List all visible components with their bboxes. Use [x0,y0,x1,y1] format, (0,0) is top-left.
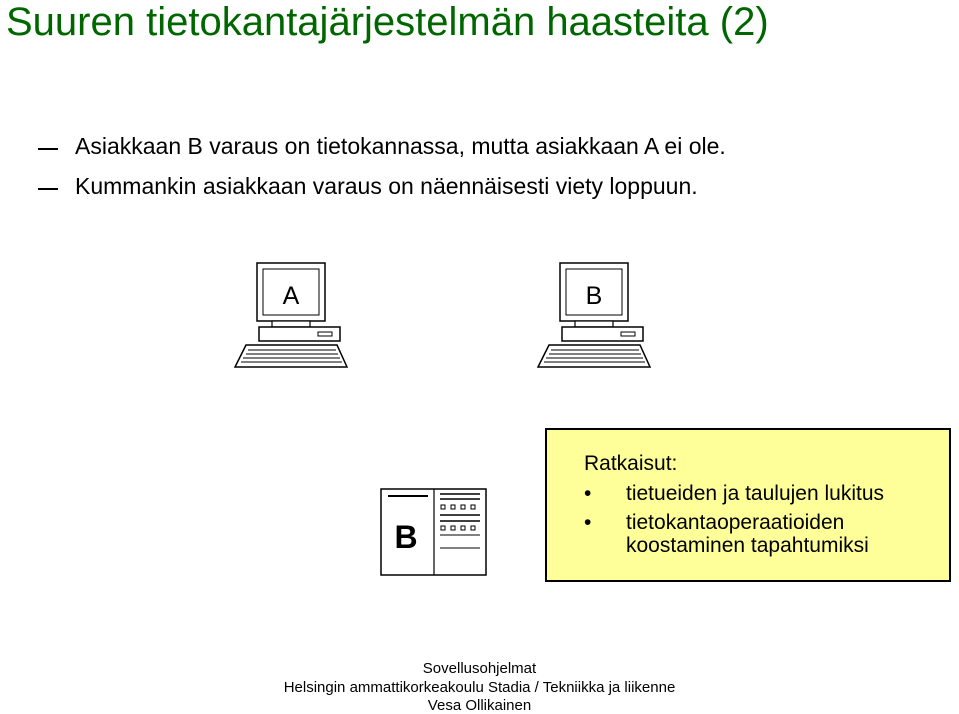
solution-box [545,428,951,582]
solution-title: Ratkaisut: [584,452,678,475]
slide-title: Suuren tietokantajärjestelmän haasteita (2) [6,0,769,44]
bullet-icon: • [584,482,592,505]
computer-icon [535,261,653,371]
dash-icon [38,188,58,190]
bullet-text: Asiakkaan B varaus on tietokannassa, mutta asiakkaan A ei ole. [75,133,726,159]
database-form-icon [380,488,488,578]
footer-school: Helsingin ammattikorkeakoulu Stadia / Tekniikka ja liikenne [283,679,676,696]
footer-course: Sovellusohjelmat [422,660,537,677]
bullet-text: Kummankin asiakkaan varaus on näennäisesti viety loppuun. [75,173,698,199]
solution-item-text: koostaminen tapahtumiksi [626,534,869,557]
solution-item-text: tietokantaoperaatioiden [626,511,845,534]
computer-label: B [585,282,603,310]
computer-icon [232,261,350,371]
footer-author: Vesa Ollikainen [427,697,532,714]
computer-label: A [282,282,300,310]
bullet-icon: • [584,511,592,534]
solution-item-text: tietueiden ja taulujen lukitus [626,482,885,505]
database-label: B [394,519,418,555]
dash-icon [38,148,58,150]
